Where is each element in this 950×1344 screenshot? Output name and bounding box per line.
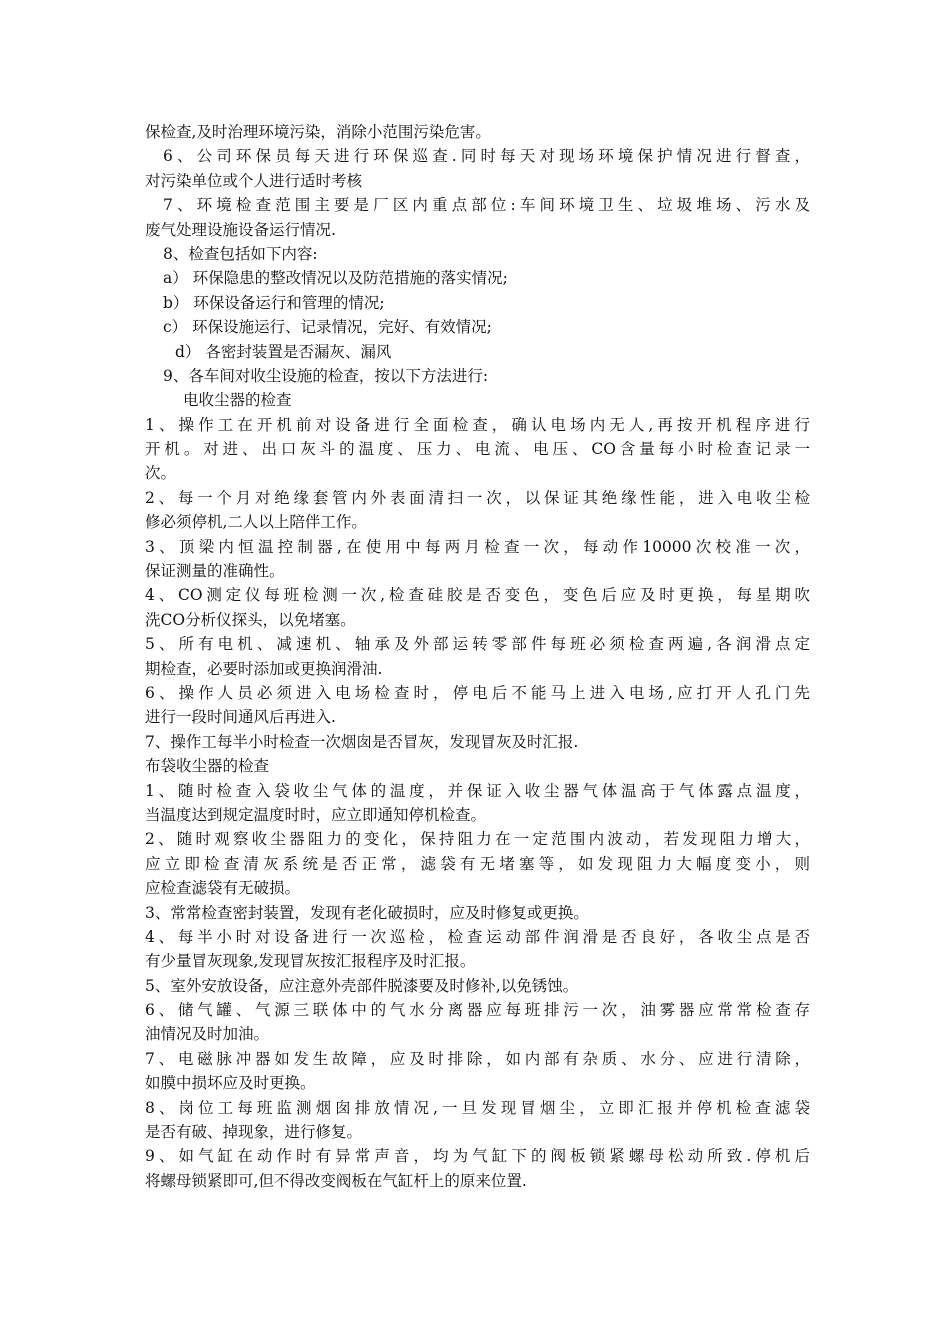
text-line: 将螺母锁紧即可,但不得改变阀板在气缸杆上的原来位置. xyxy=(145,1171,527,1190)
text-line: 当温度达到规定温度时时，应立即通知停机检查。 xyxy=(145,805,487,824)
list-item-a: a） 环保隐患的整改情况以及防范措施的落实情况; xyxy=(163,269,508,288)
text-line: 保检查,及时治理环境污染，消除小范围污染危害。 xyxy=(145,123,491,141)
text-line: 应检查滤袋有无破损。 xyxy=(145,879,301,898)
list-item-c: c） 环保设施运行、记录情况，完好、有效情况; xyxy=(163,318,492,337)
text-line: 5、所有电机、减速机、轴承及外部运转零部件每班必须检查两遍,各润滑点定 xyxy=(145,635,810,654)
text-line: 4、每半小时对设备进行一次巡检，检查运动部件润滑是否良好，各收尘点是否 xyxy=(145,927,810,946)
document-body xyxy=(145,120,810,1193)
text-line: 2、随时观察收尘器阻力的变化，保持阻力在一定范围内波动，若发现阻力增大， xyxy=(145,830,810,849)
text-line: 修必须停机,二人以上陪伴工作。 xyxy=(145,513,367,532)
list-item-b: b） 环保设备运行和管理的情况; xyxy=(163,293,385,312)
text-line: 是否有破、掉现象，进行修复。 xyxy=(145,1123,363,1142)
text-line: 保证测量的准确性。 xyxy=(145,562,285,581)
text-line: 6、公司环保员每天进行环保巡查.同时每天对现场环境保护情况进行督查， xyxy=(163,147,810,166)
section-heading-esp: 电收尘器的检查 xyxy=(183,391,292,410)
section-heading-baghouse: 布袋收尘器的检查 xyxy=(145,757,270,776)
text-line: 5、室外安放设备，应注意外壳部件脱漆要及时修补,以免锈蚀。 xyxy=(145,976,579,995)
text-line: 进行一段时间通风后再进入. xyxy=(145,708,336,727)
text-line: 4、CO测定仪每班检测一次,检查硅胶是否变色，变色后应及时更换，每星期吹 xyxy=(145,586,810,605)
text-line: 2、每一个月对绝缘套管内外表面清扫一次，以保证其绝缘性能，进入电收尘检 xyxy=(145,488,810,507)
text-line: 对污染单位或个人进行适时考核 xyxy=(145,171,363,190)
text-line: 有少量冒灰现象,发现冒灰按汇报程序及时汇报。 xyxy=(145,952,476,971)
text-line: 次。 xyxy=(145,464,177,483)
text-line: 1、随时检查入袋收尘气体的温度，并保证入收尘器气体温高于气体露点温度， xyxy=(145,781,810,800)
text-line: 期检查，必要时添加或更换润滑油. xyxy=(145,659,383,678)
text-line: 9、如气缸在动作时有异常声音，均为气缸下的阀板锁紧螺母松动所致.停机后 xyxy=(145,1147,810,1166)
text-line: 3、常常检查密封装置，发现有老化破损时，应及时修复或更换。 xyxy=(145,903,589,922)
text-line: 7、操作工每半小时检查一次烟囱是否冒灰，发现冒灰及时汇报. xyxy=(145,732,579,751)
text-line: 8、检查包括如下内容: xyxy=(163,244,318,263)
list-item-d: d） 各密封装置是否漏灰、漏风 xyxy=(175,342,392,361)
text-line: 7、电磁脉冲器如发生故障，应及时排除，如内部有杂质、水分、应进行清除， xyxy=(145,1049,810,1068)
text-line: 如膜中损坏应及时更换。 xyxy=(145,1074,316,1093)
text-line: 油情况及时加油。 xyxy=(145,1025,270,1044)
text-line: 洗CO分析仪探头，以免堵塞。 xyxy=(145,610,356,629)
text-line: 开机。对进、出口灰斗的温度、压力、电流、电压、CO含量每小时检查记录一 xyxy=(145,440,810,459)
text-line: 8、岗位工每班监测烟囱排放情况,一旦发现冒烟尘，立即汇报并停机检查滤袋 xyxy=(145,1098,810,1117)
text-line: 废气处理设施设备运行情况. xyxy=(145,220,336,239)
text-line: 6、操作人员必须进入电场检查时，停电后不能马上进入电场,应打开人孔门先 xyxy=(145,683,810,702)
text-line: 7、环境检查范围主要是厂区内重点部位:车间环境卫生、垃圾堆场、污水及 xyxy=(163,196,810,215)
text-line: 6、储气罐、气源三联体中的气水分离器应每班排污一次，油雾器应常常检查存 xyxy=(145,1001,810,1020)
text-line: 1、操作工在开机前对设备进行全面检查，确认电场内无人,再按开机程序进行 xyxy=(145,415,810,434)
text-line: 3、顶梁内恒温控制器,在使用中每两月检查一次，每动作10000次校准一次， xyxy=(145,537,810,556)
text-line: 应立即检查清灰系统是否正常，滤袋有无堵塞等，如发现阻力大幅度变小，则 xyxy=(145,854,810,873)
text-line: 9、各车间对收尘设施的检查，按以下方法进行: xyxy=(163,366,489,385)
